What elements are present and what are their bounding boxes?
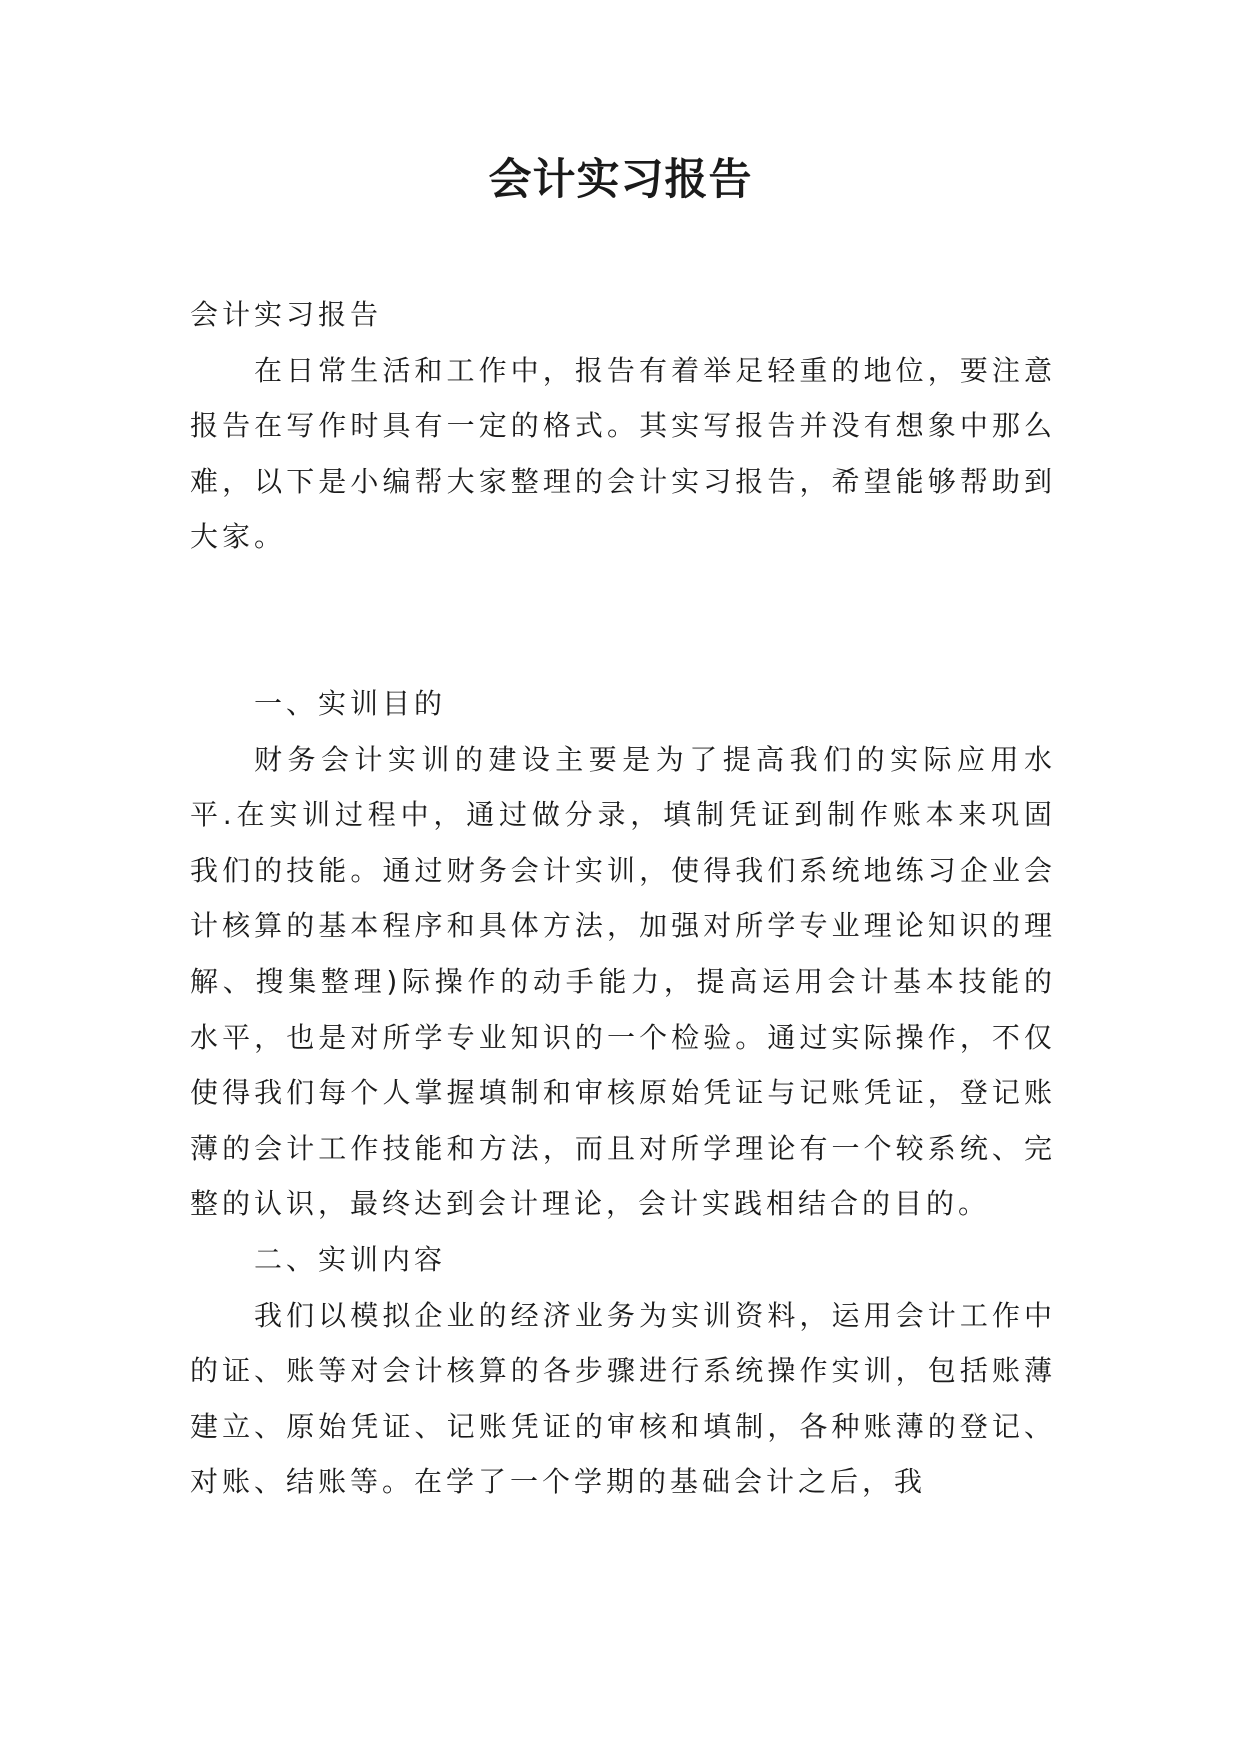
document-title: 会计实习报告 xyxy=(488,155,753,205)
document-subtitle: 会计实习报告 xyxy=(190,298,383,331)
document-body xyxy=(190,287,1056,1510)
section-body-2: 我们以模拟企业的经济业务为实训资料，运用会计工作中的证、账等对会计核算的各步骤进行系统操作实训，包括账薄建立、原始凭证、记账凭证的审核和填制，各种账薄的登记、对账、结账等。在学了一个学期的基础会计之后，我 xyxy=(190,1298,1056,1499)
section-heading-2: 二、实训内容 xyxy=(254,1242,447,1276)
intro-paragraph: 在日常生活和工作中，报告有着举足轻重的地位，要注意报告在写作时具有一定的格式。其实写报告并没有想象中那么难，以下是小编帮大家整理的会计实习报告，希望能够帮助到大家。 xyxy=(190,353,1056,554)
paragraph-spacer xyxy=(190,565,1056,676)
section-heading-1: 一、实训目的 xyxy=(254,686,447,720)
section-body-1: 财务会计实训的建设主要是为了提高我们的实际应用水平.在实训过程中，通过做分录，填制凭证到制作账本来巩固我们的技能。通过财务会计实训，使得我们系统地练习企业会计核算的基本程序和具体方法，加强对所学专业理论知识的理解、搜集整理)际操作的动手能力，提高运用会计基本技能的水平，也是对所学专业知识的一个检验。通过实际操作，不仅使得我们每个人掌握填制和审核原始凭证与记账凭证，登记账薄的会计工作技能和方法，而且对所学理论有一个较系统、完整的认识，最终达到会计理论，会计实践相结合的目的。 xyxy=(190,742,1056,1221)
